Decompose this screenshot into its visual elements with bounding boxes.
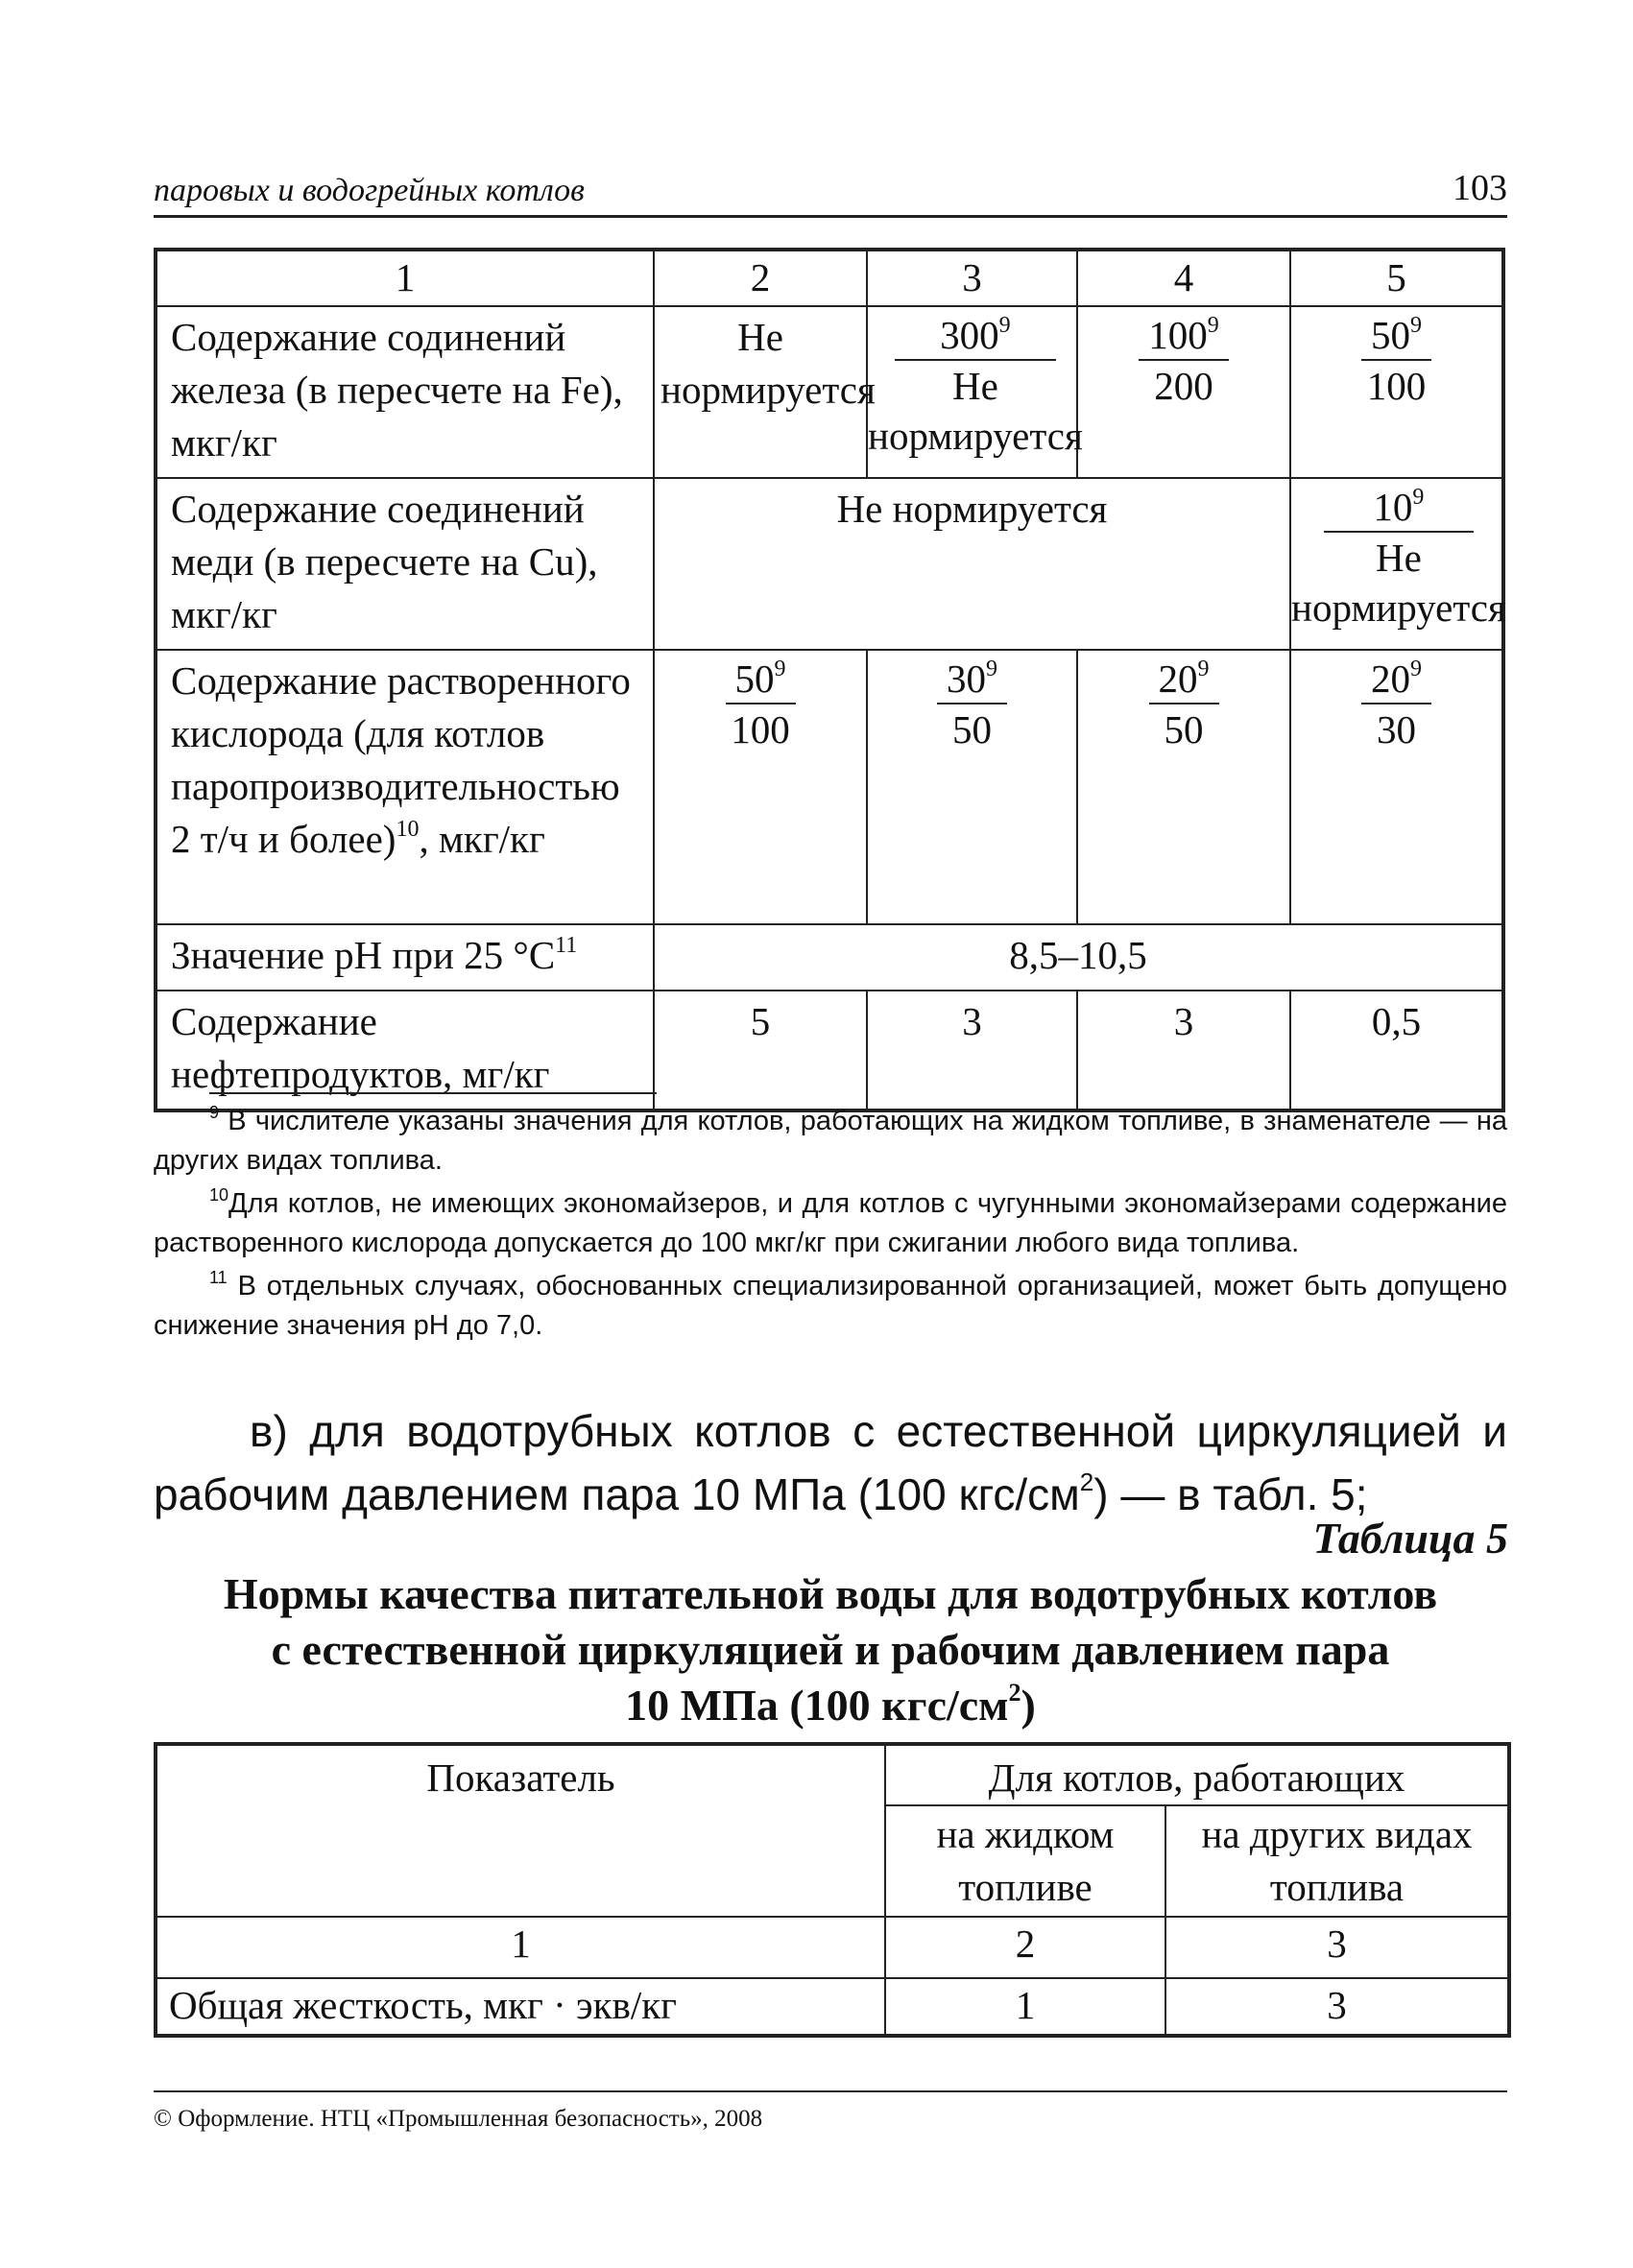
cell-value: 3 [1077,991,1290,1110]
cell-fraction: $\frac{300^9}{\text{Не нормируется}}$ [867,306,1077,478]
cell-value: 1 [885,1978,1165,2036]
row-label: Содержание нефтепродуктов, мг/кг [156,991,654,1110]
footnote-rule [209,1092,657,1094]
table-row-copper [156,478,1503,650]
footer-copyright: © Оформление. НТЦ «Промышленная безопасность», 2008 [154,2090,1507,2133]
footnote-11: $^{11}$ В отдельных случаях, обоснованных специализированной организацией, может быть допущено снижение значения pH до 7,0. [154,1268,1507,1341]
cell-value: 0,5 [1290,991,1503,1110]
col-number: 1 [156,250,654,306]
cell-merged-value: Не нормируется [654,478,1290,650]
body-paragraph: в) для водотрубных котлов с естественной циркуляцией и рабочим давлением пара 10 МПа (100 кгс/$см^2$) — в табл. 5; [154,1406,1507,1519]
col-number: 2 [885,1917,1165,1978]
header-sub-other-fuel: на других видах топлива [1165,1805,1509,1917]
cell-value: 5 [654,991,867,1110]
table-row-ph [156,924,1503,991]
footnote-10: $^{10}$Для котлов, не имеющих экономайзеров, и для котлов с чугунными экономайзерами содержание растворенного кислорода допускается до 100 мкг/кг при сжигании любого вида топлива. [154,1185,1507,1258]
col-number: 5 [1290,250,1503,306]
cell-fraction: $\frac{50^9}{100}$ [654,650,867,924]
table-row-oxygen [156,650,1503,924]
header-sub-liquid-fuel: на жидком топливе [885,1805,1165,1917]
cell-fraction: $\frac{20^9}{50}$ [1077,650,1290,924]
col-number: 4 [1077,250,1290,306]
footnote-9: $^9$ В числителе указаны значения для котлов, работающих на жидком топливе, в знаменателе — на других видах топлива. [154,1103,1508,1176]
cell-merged-value: 8,5–10,5 [654,924,1503,991]
running-head-title: паровых и водогрейных котлов [154,173,585,208]
cell-fraction: $\frac{50^9}{100}$ [1290,306,1503,478]
cell-fraction: $\frac{20^9}{30}$ [1290,650,1503,924]
table-title: Нормы качества питательной воды для водотрубных котлов с естественной циркуляцией и рабочим давлением пара 10 МПа (100 кгс/$см^2$) [223,1569,1438,1730]
row-label: Содержание соединений меди (в пересчете на Cu), мкг/кг [156,478,654,650]
col-number: 3 [1165,1917,1509,1978]
header-indicator: Показатель [156,1744,885,1917]
header-group: Для котлов, работающих [885,1744,1509,1805]
cell-value: 3 [1165,1978,1509,2036]
page-number: 103 [1453,168,1507,208]
col-number: 2 [654,250,867,306]
col-number: 1 [156,1917,885,1978]
table-column-numbers-row [156,1917,1509,1978]
cell-value: 3 [867,991,1077,1110]
row-label: Общая жесткость, мкг · экв/кг [156,1978,885,2036]
cell-fraction: $\frac{100^9}{200}$ [1077,306,1290,478]
cell-fraction: $\frac{30^9}{50}$ [867,650,1077,924]
cell-value: Не нормируется [654,306,867,478]
footnotes [154,1102,1507,1349]
table-row [156,1978,1509,2036]
table-label: Таблица 5 [1312,1514,1508,1563]
row-label: Содержание растворенного кислорода (для котлов паропроизводительностью 2 т/ч и более)$^{10}$, мкг/кг [156,650,654,924]
cell-fraction: $\frac{10^9}{\text{Не нормируется}}$ [1290,478,1503,650]
table-5 [154,1742,1511,2038]
col-number: 3 [867,250,1077,306]
running-head [154,165,1507,218]
table-row-iron [156,306,1503,478]
table-column-numbers-row [156,250,1503,306]
row-label: Содержание содинений железа (в пересчете на Fe), мкг/кг [156,306,654,478]
water-quality-table-continued [154,248,1505,1112]
row-label: Значение pH при 25 $^\circ С^{11}$ [156,924,654,991]
